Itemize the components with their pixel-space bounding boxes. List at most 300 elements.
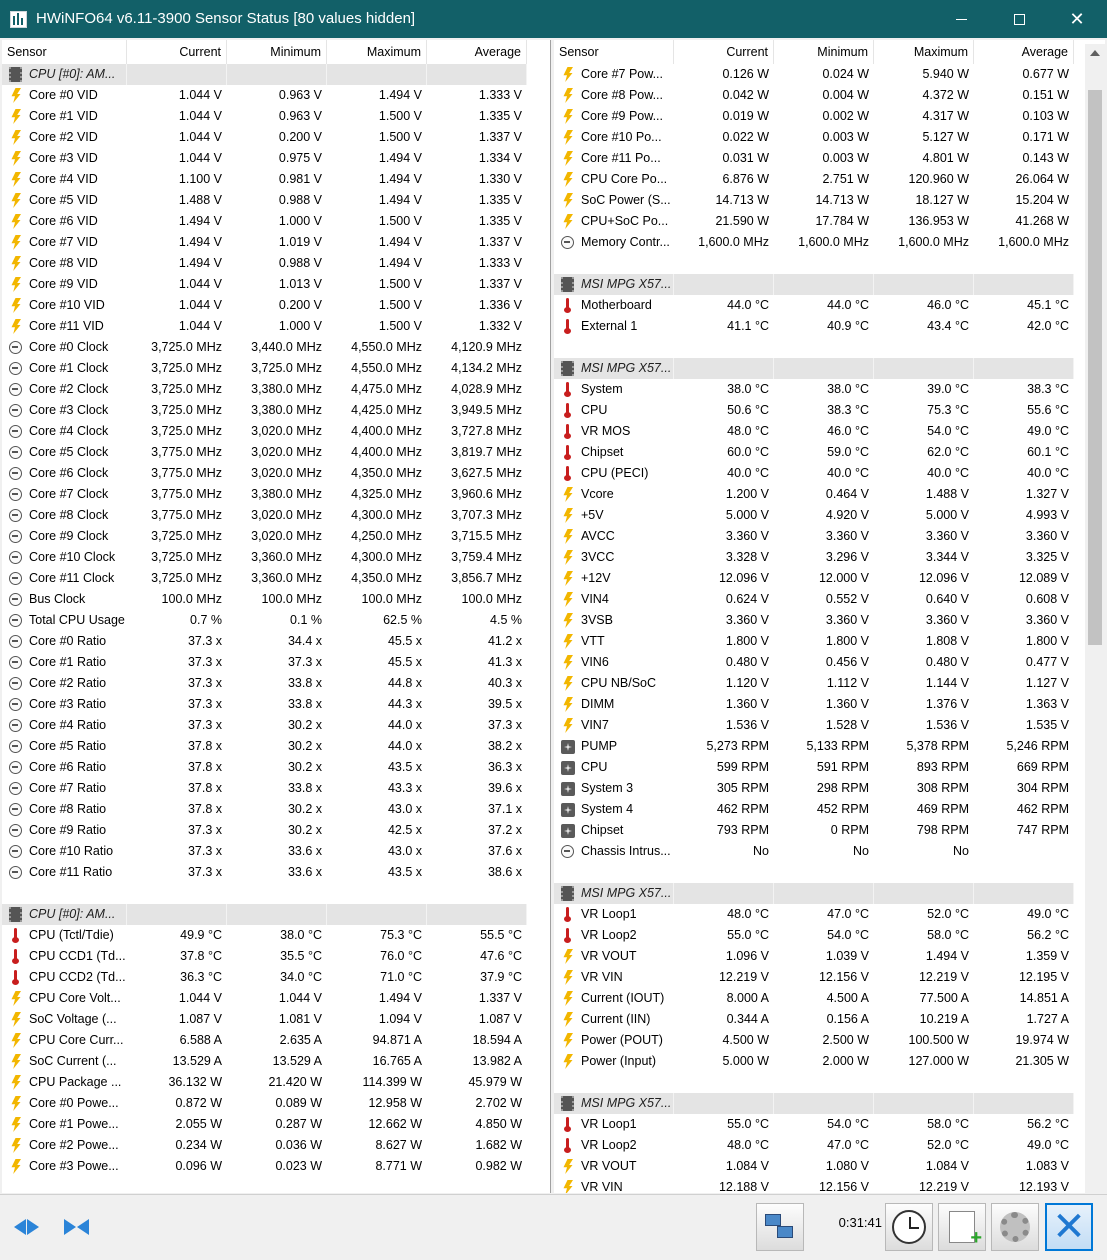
sensor-name (2, 85, 127, 106)
sensor-name (554, 463, 674, 484)
sensor-label: MSI MPG X57... (581, 886, 672, 900)
sensor-label: Core #11 Ratio (29, 865, 113, 879)
value-average: 1.535 V (1025, 718, 1069, 732)
value-maximum: 5.940 W (922, 67, 969, 81)
value-current: 3,725.0 MHz (151, 382, 222, 396)
reset-timer-button[interactable] (885, 1203, 933, 1251)
clock-icon (9, 803, 22, 816)
sensor-row[interactable] (554, 295, 1074, 316)
value-average: 0.103 W (1022, 109, 1069, 123)
sensor-row[interactable] (554, 190, 1074, 211)
scrollbar-thumb[interactable] (1088, 90, 1102, 645)
sensor-row[interactable] (2, 85, 527, 106)
header-maximum[interactable]: Maximum (874, 40, 974, 64)
sensor-row[interactable] (554, 967, 1074, 988)
value-average: 41.268 W (1015, 214, 1069, 228)
close-window-button[interactable] (1048, 0, 1106, 38)
value-current: 12.219 V (718, 970, 769, 984)
header-minimum[interactable]: Minimum (227, 40, 327, 64)
header-maximum[interactable]: Maximum (327, 40, 427, 64)
sensor-row[interactable] (2, 106, 527, 127)
thermometer-icon (561, 298, 575, 313)
sensor-name (554, 673, 674, 694)
value-maximum: 1.494 V (378, 172, 422, 186)
sensor-row[interactable] (2, 715, 527, 736)
sensor-row[interactable] (2, 526, 527, 547)
sensor-name (554, 106, 674, 127)
sensor-row[interactable] (554, 631, 1074, 652)
minimize-button[interactable] (932, 0, 990, 38)
sensor-row[interactable] (554, 946, 1074, 967)
value-current: 1.360 V (725, 697, 769, 711)
value-maximum: 76.0 °C (380, 949, 422, 963)
value-current (674, 1093, 774, 1114)
sensor-name (554, 505, 674, 526)
value-average: 40.0 °C (1027, 466, 1069, 480)
close-sensors-button[interactable] (1045, 1203, 1093, 1251)
sensor-row[interactable] (2, 757, 527, 778)
header-average[interactable]: Average (427, 40, 527, 64)
lightning-icon (561, 151, 575, 166)
sensor-row[interactable] (554, 379, 1074, 400)
sensor-label: CPU (PECI) (581, 466, 649, 480)
sensor-row[interactable] (2, 274, 527, 295)
sensor-row[interactable] (2, 358, 527, 379)
sensor-row[interactable] (2, 253, 527, 274)
sensor-row[interactable] (2, 148, 527, 169)
clock-icon (9, 719, 22, 732)
sensor-row[interactable] (554, 820, 1074, 841)
value-current: 48.0 °C (727, 424, 769, 438)
sensor-name (2, 631, 127, 652)
value-minimum: 34.4 x (287, 634, 322, 648)
value-maximum: 1.500 V (378, 319, 422, 333)
value-average: 1.337 V (478, 235, 522, 249)
sensor-row[interactable] (2, 1114, 527, 1135)
value-current: 305 RPM (716, 781, 769, 795)
value-average: 37.9 °C (480, 970, 522, 984)
header-average[interactable]: Average (974, 40, 1074, 64)
header-minimum[interactable]: Minimum (774, 40, 874, 64)
sensor-row[interactable] (554, 169, 1074, 190)
sensor-group-row[interactable] (554, 274, 1074, 295)
value-current: 55.0 °C (727, 1117, 769, 1131)
sensor-row[interactable] (2, 925, 527, 946)
maximize-button[interactable] (990, 0, 1048, 38)
value-average: 37.6 x (487, 844, 522, 858)
sensor-pane-left[interactable] (2, 40, 551, 1193)
sensor-row[interactable] (2, 379, 527, 400)
sensor-name (2, 736, 127, 757)
sensor-group-row[interactable] (554, 358, 1074, 379)
sensor-row[interactable] (2, 1156, 527, 1177)
sensor-row[interactable] (554, 736, 1074, 757)
value-minimum: 3.360 V (825, 613, 869, 627)
sensor-row[interactable] (2, 862, 527, 883)
header-current[interactable]: Current (674, 40, 774, 64)
sensor-name (554, 883, 674, 904)
sensor-name (554, 379, 674, 400)
sensor-row[interactable] (554, 1156, 1074, 1177)
value-average: 1.330 V (478, 172, 522, 186)
value-current: 3,775.0 MHz (151, 466, 222, 480)
sensor-label: MSI MPG X57... (581, 1096, 672, 1110)
value-maximum: 4.801 W (922, 151, 969, 165)
sensor-name (554, 232, 674, 253)
sensor-row[interactable] (554, 841, 1074, 862)
clock-icon (9, 782, 22, 795)
header-sensor[interactable]: Sensor (2, 40, 127, 64)
sensor-row[interactable] (554, 463, 1074, 484)
value-maximum: 52.0 °C (927, 1138, 969, 1152)
sensor-row[interactable] (554, 421, 1074, 442)
sensor-name (2, 316, 127, 337)
sensor-row[interactable] (2, 820, 527, 841)
sensor-row[interactable] (2, 778, 527, 799)
sensor-row[interactable] (554, 127, 1074, 148)
lightning-icon (561, 634, 575, 649)
sensor-row[interactable] (554, 757, 1074, 778)
sensor-row[interactable] (2, 652, 527, 673)
sensor-row[interactable] (2, 841, 527, 862)
value-current: 0.7 % (190, 613, 222, 627)
value-maximum: 43.0 x (387, 802, 422, 816)
value-maximum: 45.5 x (387, 634, 422, 648)
sensor-row[interactable] (554, 673, 1074, 694)
value-maximum: 1.094 V (378, 1012, 422, 1026)
value-average (974, 274, 1074, 295)
sensor-row[interactable] (554, 925, 1074, 946)
sensor-row[interactable] (554, 778, 1074, 799)
thermometer-icon (9, 928, 23, 943)
sensor-row[interactable] (2, 610, 527, 631)
value-maximum: 1.494 V (378, 256, 422, 270)
value-minimum: 3,380.0 MHz (251, 487, 322, 501)
value-current: 3,775.0 MHz (151, 445, 222, 459)
sensor-row[interactable] (2, 1135, 527, 1156)
value-current: 50.6 °C (727, 403, 769, 417)
value-minimum: 1.112 V (826, 676, 869, 690)
value-minimum (774, 358, 874, 379)
value-current: 3,725.0 MHz (151, 571, 222, 585)
sensor-row[interactable] (554, 610, 1074, 631)
clock-icon (9, 761, 22, 774)
sensor-row[interactable] (554, 148, 1074, 169)
sensor-row[interactable] (554, 1009, 1074, 1030)
value-maximum: 43.5 x (387, 865, 422, 879)
sensor-group-row[interactable] (2, 64, 527, 85)
sensor-label: Core #3 VID (29, 151, 98, 165)
sensor-name (554, 190, 674, 211)
sensor-row[interactable] (2, 211, 527, 232)
sensor-row[interactable] (554, 799, 1074, 820)
sensor-row[interactable] (554, 652, 1074, 673)
sensor-row[interactable] (554, 715, 1074, 736)
hwinfo-app-icon[interactable] (10, 11, 27, 28)
value-maximum: 4,550.0 MHz (351, 361, 422, 375)
clock-icon (9, 551, 22, 564)
value-average: 3,707.3 MHz (451, 508, 522, 522)
sensor-name (2, 463, 127, 484)
sensor-row[interactable] (2, 505, 527, 526)
sensor-name (2, 988, 127, 1009)
value-current: 8.000 A (726, 991, 769, 1005)
sensor-row[interactable] (2, 400, 527, 421)
value-current: 38.0 °C (727, 382, 769, 396)
network-computers-icon (764, 1213, 796, 1241)
sensor-name (2, 610, 127, 631)
sensor-row[interactable] (554, 589, 1074, 610)
value-minimum: 1.081 V (278, 1012, 322, 1026)
value-maximum: 1.494 V (378, 991, 422, 1005)
clock-icon (9, 740, 22, 753)
sensor-label: CPU Core Curr... (29, 1033, 124, 1047)
sensor-label: Core #4 Ratio (29, 718, 107, 732)
sensor-row[interactable] (554, 988, 1074, 1009)
sensor-row[interactable] (2, 442, 527, 463)
value-maximum: 44.8 x (387, 676, 422, 690)
sensor-name (2, 799, 127, 820)
sensor-label: Core #5 Clock (29, 445, 109, 459)
sensor-name (554, 1051, 674, 1072)
value-maximum (874, 337, 974, 358)
sensor-name (2, 694, 127, 715)
sensor-row[interactable] (554, 232, 1074, 253)
value-minimum: 1.019 V (278, 235, 322, 249)
sensor-row[interactable] (554, 85, 1074, 106)
logging-button[interactable] (938, 1203, 986, 1251)
value-current: 37.3 x (187, 655, 222, 669)
value-average: 304 RPM (1016, 781, 1069, 795)
lightning-icon (9, 1138, 23, 1153)
lightning-icon (9, 151, 23, 166)
value-average (974, 337, 1074, 358)
sensor-row[interactable] (2, 1009, 527, 1030)
value-maximum: 3.360 V (925, 613, 969, 627)
value-average: 39.5 x (487, 697, 522, 711)
value-minimum: 3,380.0 MHz (251, 403, 322, 417)
sensor-label: SoC Current (... (29, 1054, 117, 1068)
value-minimum: 12.000 V (818, 571, 869, 585)
sensor-group-row[interactable] (2, 904, 527, 925)
sensor-row[interactable] (2, 1051, 527, 1072)
value-minimum: 5,133 RPM (806, 739, 869, 753)
sensor-label: Power (POUT) (581, 1033, 663, 1047)
sensor-row[interactable] (554, 1114, 1074, 1135)
sensor-row[interactable] (2, 736, 527, 757)
value-average: 4,120.9 MHz (451, 340, 522, 354)
sensor-pane-right[interactable] (554, 40, 1105, 1193)
sensor-name (554, 904, 674, 925)
value-average: 14.851 A (1019, 991, 1069, 1005)
sensor-group-row[interactable] (554, 1093, 1074, 1114)
sensor-label: VIN4 (581, 592, 609, 606)
value-maximum: 75.3 °C (380, 928, 422, 942)
sensor-label: Core #2 Powe... (29, 1138, 119, 1152)
sensor-row[interactable] (2, 316, 527, 337)
sensor-row[interactable] (554, 568, 1074, 589)
sensor-row[interactable] (554, 904, 1074, 925)
value-current: 3,725.0 MHz (151, 550, 222, 564)
sensor-name (2, 1009, 127, 1030)
sensor-row[interactable] (2, 169, 527, 190)
clock-icon (9, 404, 22, 417)
sensor-row[interactable] (2, 568, 527, 589)
sensor-label: CPU [#0]: AM... (29, 907, 116, 921)
sensor-row[interactable] (2, 421, 527, 442)
sensor-label: MSI MPG X57... (581, 361, 672, 375)
value-current: 0.022 W (722, 130, 769, 144)
sensor-row[interactable] (554, 106, 1074, 127)
value-minimum: 1.080 V (825, 1159, 869, 1173)
value-average: 13.982 A (472, 1054, 522, 1068)
value-maximum: 4,250.0 MHz (351, 529, 422, 543)
sensor-label: DIMM (581, 697, 615, 711)
lightning-icon (561, 550, 575, 565)
value-maximum: 1.808 V (925, 634, 969, 648)
value-minimum: 30.2 x (287, 760, 322, 774)
sensor-row[interactable] (554, 1051, 1074, 1072)
value-minimum: 59.0 °C (827, 445, 869, 459)
sensor-label: Core #4 VID (29, 172, 98, 186)
header-sensor[interactable]: Sensor (554, 40, 674, 64)
sensor-row[interactable] (2, 967, 527, 988)
value-minimum: 14.713 W (815, 193, 869, 207)
sensor-row[interactable] (554, 547, 1074, 568)
thermometer-icon (561, 907, 575, 922)
value-minimum: 0.156 A (826, 1012, 869, 1026)
sensor-row[interactable] (554, 400, 1074, 421)
clock-icon (9, 362, 22, 375)
value-minimum: 0.552 V (825, 592, 869, 606)
sensor-row[interactable] (2, 295, 527, 316)
value-maximum: 4,300.0 MHz (351, 508, 422, 522)
sensor-row[interactable] (554, 316, 1074, 337)
close-icon: ✕ (1052, 1205, 1086, 1249)
sensor-row[interactable] (554, 484, 1074, 505)
sensor-row[interactable] (2, 190, 527, 211)
sensor-name (554, 526, 674, 547)
value-current: 48.0 °C (727, 1138, 769, 1152)
value-maximum: 893 RPM (916, 760, 969, 774)
value-current: 793 RPM (716, 823, 769, 837)
value-current: 41.1 °C (727, 319, 769, 333)
value-average: 41.2 x (487, 634, 522, 648)
sensor-row[interactable] (554, 1135, 1074, 1156)
arrows-inward-icon (64, 1219, 89, 1235)
value-maximum: 798 RPM (916, 823, 969, 837)
value-maximum: 4,400.0 MHz (351, 445, 422, 459)
lightning-icon (9, 1159, 23, 1174)
sensor-label: Core #8 VID (29, 256, 98, 270)
sensor-row[interactable] (2, 1030, 527, 1051)
scroll-up-icon[interactable] (1090, 50, 1100, 56)
sensor-row[interactable] (2, 232, 527, 253)
sensor-row[interactable] (2, 589, 527, 610)
value-average: 38.3 °C (1027, 382, 1069, 396)
value-minimum: 1.000 V (278, 214, 322, 228)
sensor-name (554, 211, 674, 232)
sensor-row[interactable] (2, 547, 527, 568)
sensor-row[interactable] (554, 694, 1074, 715)
value-current (127, 64, 227, 85)
spacer-row (554, 862, 1074, 883)
sensor-row[interactable] (554, 1177, 1074, 1193)
sensor-row[interactable] (2, 988, 527, 1009)
sensor-row[interactable] (2, 1072, 527, 1093)
network-button[interactable] (756, 1203, 804, 1251)
value-minimum (774, 1072, 874, 1093)
settings-button[interactable] (991, 1203, 1039, 1251)
value-maximum: 100.500 W (908, 1033, 969, 1047)
sensor-group-row[interactable] (554, 883, 1074, 904)
value-minimum: 0.023 W (275, 1159, 322, 1173)
sensor-row[interactable] (554, 211, 1074, 232)
sensor-row[interactable] (2, 694, 527, 715)
sensor-name (554, 610, 674, 631)
sensor-row[interactable] (2, 337, 527, 358)
lightning-icon (9, 109, 23, 124)
sensor-row[interactable] (554, 442, 1074, 463)
clock-icon (9, 656, 22, 669)
sensor-row[interactable] (2, 631, 527, 652)
value-current: 0.624 V (725, 592, 769, 606)
clock-icon (9, 866, 22, 879)
sensor-row[interactable] (554, 64, 1074, 85)
value-minimum: 33.8 x (287, 697, 322, 711)
sensor-name (554, 862, 674, 883)
value-current: 1.044 V (178, 991, 222, 1005)
lightning-icon (9, 277, 23, 292)
value-current: 0.126 W (722, 67, 769, 81)
sensor-label: Core #5 VID (29, 193, 98, 207)
sensor-name (2, 379, 127, 400)
sensor-row[interactable] (2, 463, 527, 484)
sensor-row[interactable] (2, 1093, 527, 1114)
value-minimum (774, 274, 874, 295)
value-maximum: 5,378 RPM (906, 739, 969, 753)
value-current: 3,775.0 MHz (151, 487, 222, 501)
sensor-row[interactable] (2, 484, 527, 505)
sensor-row[interactable] (554, 526, 1074, 547)
sensor-row[interactable] (2, 673, 527, 694)
sensor-row[interactable] (554, 505, 1074, 526)
value-average: 15.204 W (1015, 193, 1069, 207)
lightning-icon (9, 1117, 23, 1132)
lightning-icon (561, 697, 575, 712)
value-current: 5,273 RPM (706, 739, 769, 753)
collapse-columns-button[interactable] (54, 1205, 98, 1249)
sensor-row[interactable] (2, 799, 527, 820)
expand-columns-button[interactable] (4, 1205, 48, 1249)
vertical-scrollbar[interactable] (1085, 44, 1105, 1193)
value-maximum: 4,350.0 MHz (351, 571, 422, 585)
value-current: 37.8 x (187, 760, 222, 774)
lightning-icon (561, 1033, 575, 1048)
value-average: 1.682 W (475, 1138, 522, 1152)
fan-icon (561, 740, 575, 754)
sensor-row[interactable] (2, 127, 527, 148)
sensor-row[interactable] (2, 946, 527, 967)
sensor-row[interactable] (554, 1030, 1074, 1051)
sensor-name (2, 1093, 127, 1114)
lightning-icon (561, 172, 575, 187)
lightning-icon (561, 592, 575, 607)
header-current[interactable]: Current (127, 40, 227, 64)
sensor-label: Core #2 VID (29, 130, 98, 144)
sensor-label: CPU+SoC Po... (581, 214, 669, 228)
value-current: 21.590 W (715, 214, 769, 228)
